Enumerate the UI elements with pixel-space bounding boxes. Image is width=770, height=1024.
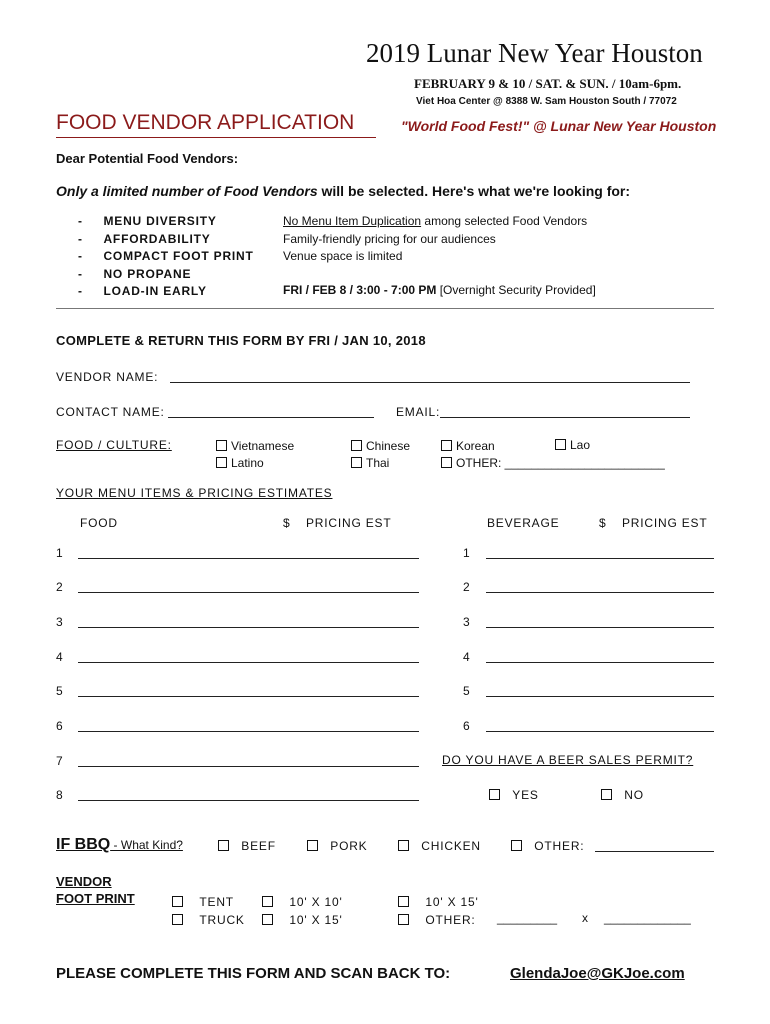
bev-row-field[interactable] <box>486 662 714 663</box>
tagline: "World Food Fest!" @ Lunar New Year Houston <box>401 118 717 134</box>
chinese-checkbox[interactable]: Chinese <box>351 438 410 455</box>
vietnamese-checkbox[interactable]: Vietnamese <box>216 438 294 455</box>
beer-permit-question: DO YOU HAVE A BEER SALES PERMIT? <box>442 753 694 767</box>
size-10x15-checkbox[interactable]: 10' X 15' <box>262 911 343 929</box>
vendor-name-field[interactable] <box>170 382 690 383</box>
footer-instruction: PLEASE COMPLETE THIS FORM AND SCAN BACK TO: <box>56 965 451 982</box>
bev-row-num: 5 <box>463 684 470 698</box>
bev-row-field[interactable] <box>486 696 714 697</box>
bev-row-num: 3 <box>463 615 470 629</box>
other-culture-checkbox[interactable]: OTHER: ________________________ <box>441 455 665 472</box>
form-title: FOOD VENDOR APPLICATION <box>56 111 355 134</box>
food-row-num: 8 <box>56 788 63 802</box>
email-label: EMAIL: <box>396 405 441 419</box>
food-row-num: 2 <box>56 580 63 594</box>
truck-checkbox[interactable]: TRUCK <box>172 911 245 929</box>
footprint-col-3 <box>398 893 479 929</box>
food-row-num: 7 <box>56 754 63 768</box>
contact-name-label: CONTACT NAME: <box>56 405 165 419</box>
bev-pricing-header: PRICING EST <box>622 516 708 530</box>
culture-col-2 <box>351 438 410 472</box>
bev-row-field[interactable] <box>486 592 714 593</box>
bev-row-num: 6 <box>463 719 470 733</box>
vendor-name-label: VENDOR NAME: <box>56 370 159 384</box>
tent-checkbox[interactable]: TENT <box>172 893 245 911</box>
criteria-detail: Family-friendly pricing for our audiences <box>283 231 496 246</box>
criteria-item: - LOAD-IN EARLY <box>78 284 207 298</box>
thai-checkbox[interactable]: Thai <box>351 455 410 472</box>
size-other-length[interactable]: _____________ <box>604 911 691 925</box>
bev-row-num: 2 <box>463 580 470 594</box>
food-row-field[interactable] <box>78 662 419 663</box>
food-row-num: 1 <box>56 546 63 560</box>
criteria-detail: No Menu Item Duplication among selected Food Vendors <box>283 214 588 228</box>
beer-yes-checkbox[interactable]: YES <box>489 788 539 802</box>
criteria-labels <box>78 213 254 301</box>
food-pricing-header: PRICING EST <box>306 516 392 530</box>
divider <box>56 308 714 309</box>
bev-row-num: 1 <box>463 546 470 560</box>
food-culture-label: FOOD / CULTURE: <box>56 438 172 452</box>
menu-heading: YOUR MENU ITEMS & PRICING ESTIMATES <box>56 486 333 500</box>
size-10x10-checkbox[interactable]: 10' X 10' <box>262 893 343 911</box>
food-row-field[interactable] <box>78 627 419 628</box>
food-row-field[interactable] <box>78 592 419 593</box>
event-title: 2019 Lunar New Year Houston <box>366 38 703 68</box>
culture-col-1 <box>216 438 294 472</box>
criteria-item: - NO PROPANE <box>78 266 192 281</box>
criteria-item: - MENU DIVERSITY <box>78 214 217 228</box>
lao-checkbox[interactable]: Lao <box>555 438 590 452</box>
email-field[interactable] <box>440 417 690 418</box>
food-col-header: FOOD <box>80 516 118 530</box>
food-row-num: 3 <box>56 615 63 629</box>
latino-checkbox[interactable]: Latino <box>216 455 294 472</box>
bbq-chicken-checkbox[interactable]: CHICKEN <box>398 839 481 853</box>
footprint-col-2 <box>262 893 343 929</box>
loadin-time: FRI / FEB 8 / 3:00 - 7:00 PM [Overnight Security Provided] <box>283 283 596 297</box>
beverage-col-header: BEVERAGE <box>487 516 560 530</box>
bbq-beef-checkbox[interactable]: BEEF <box>218 839 276 853</box>
food-dollar-header: $ <box>283 516 291 530</box>
intro-lead: Only a limited number of Food Vendors will be selected. Here's what we're looking for: <box>56 183 631 199</box>
bbq-pork-checkbox[interactable]: PORK <box>307 839 368 853</box>
bev-row-field[interactable] <box>486 627 714 628</box>
bbq-other-checkbox[interactable]: OTHER: <box>511 839 584 853</box>
food-row-field[interactable] <box>78 696 419 697</box>
bev-row-field[interactable] <box>486 558 714 559</box>
criteria-detail: Venue space is limited <box>283 249 403 263</box>
size-10x15-alt-checkbox[interactable]: 10' X 15' <box>398 893 479 911</box>
bev-dollar-header: $ <box>599 516 607 530</box>
contact-name-field[interactable] <box>168 417 374 418</box>
size-other-checkbox[interactable]: OTHER: <box>398 911 479 929</box>
food-row-num: 5 <box>56 684 63 698</box>
beer-no-checkbox[interactable]: NO <box>601 788 644 802</box>
korean-checkbox[interactable]: Korean <box>441 438 665 455</box>
footer-email-link[interactable]: GlendaJoe@GKJoe.com <box>510 965 685 982</box>
bev-row-field[interactable] <box>486 731 714 732</box>
food-row-field[interactable] <box>78 558 419 559</box>
criteria-item: - AFFORDABILITY <box>78 231 211 246</box>
bev-row-num: 4 <box>463 650 470 664</box>
footprint-label: VENDOR FOOT PRINT <box>56 874 135 906</box>
event-dates: FEBRUARY 9 & 10 / SAT. & SUN. / 10am-6pm. <box>414 76 682 91</box>
event-venue: Viet Hoa Center @ 8388 W. Sam Houston South / 77072 <box>416 96 677 107</box>
culture-col-3 <box>441 438 665 472</box>
food-row-field[interactable] <box>78 766 419 767</box>
criteria-details <box>283 213 587 266</box>
footprint-col-1 <box>172 893 245 929</box>
food-row-field[interactable] <box>78 731 419 732</box>
food-row-field[interactable] <box>78 800 419 801</box>
food-row-num: 4 <box>56 650 63 664</box>
bbq-other-field[interactable] <box>595 851 714 852</box>
bbq-label: IF BBQ - What Kind? <box>56 836 183 853</box>
greeting: Dear Potential Food Vendors: <box>56 151 239 166</box>
deadline: COMPLETE & RETURN THIS FORM BY FRI / JAN 10, 2018 <box>56 333 426 348</box>
size-other-width[interactable]: _________ <box>497 911 558 925</box>
criteria-item: - COMPACT FOOT PRINT <box>78 249 254 263</box>
size-other-x: x <box>582 911 588 925</box>
form-title-underline <box>56 137 376 138</box>
food-row-num: 6 <box>56 719 63 733</box>
